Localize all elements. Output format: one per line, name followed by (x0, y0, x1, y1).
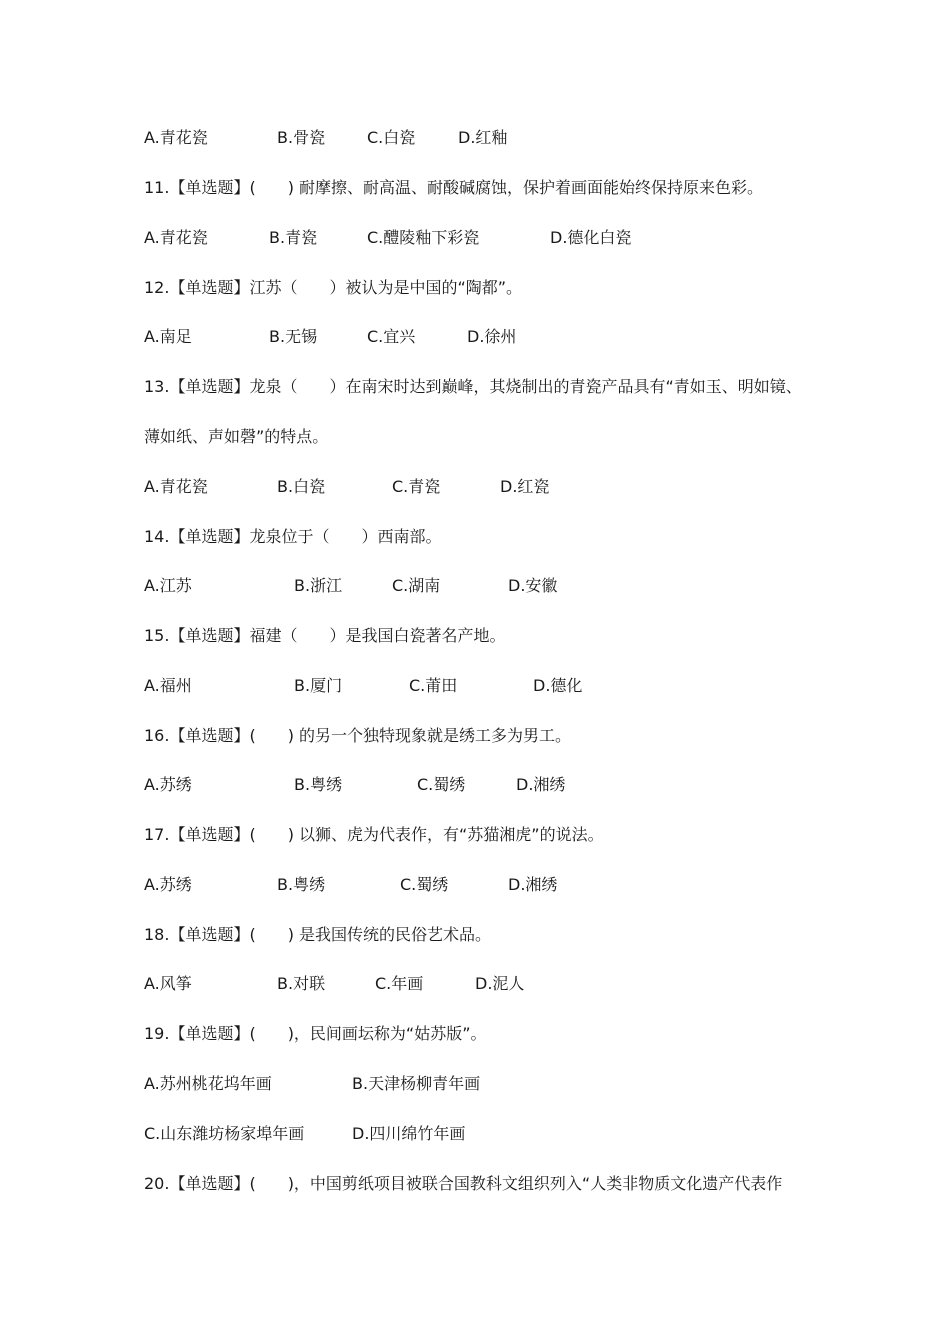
option-c: C.白瓷 (367, 128, 416, 147)
option-a: A.青花瓷 (144, 477, 208, 496)
option-d: D.德化白瓷 (550, 228, 632, 247)
option-d: D.安徽 (508, 576, 558, 595)
option-d: D.德化 (533, 676, 583, 695)
option-d: D.四川绵竹年画 (352, 1124, 466, 1143)
option-a: A.苏绣 (144, 875, 192, 894)
option-b: B.对联 (277, 974, 326, 993)
option-a: A.南足 (144, 327, 192, 346)
option-b: B.浙江 (294, 576, 343, 595)
question-text: 19.【单选题】( )，民间画坛称为“姑苏版”。 (144, 1024, 487, 1043)
option-b: B.天津杨柳青年画 (352, 1074, 481, 1093)
question-text: 15.【单选题】福建（ ）是我国白瓷著名产地。 (144, 626, 506, 645)
option-c: C.湖南 (392, 576, 441, 595)
option-c: C.青瓷 (392, 477, 441, 496)
option-a: A.青花瓷 (144, 128, 208, 147)
option-b: B.青瓷 (269, 228, 318, 247)
question-text: 18.【单选题】( ) 是我国传统的民俗艺术品。 (144, 925, 492, 944)
option-d: D.红釉 (458, 128, 508, 147)
question-text: 薄如纸、声如磬”的特点。 (144, 427, 329, 446)
option-a: A.风筝 (144, 974, 192, 993)
option-a: A.福州 (144, 676, 192, 695)
option-b: B.骨瓷 (277, 128, 326, 147)
option-b: B.粤绣 (277, 875, 326, 894)
question-text: 11.【单选题】( ) 耐摩擦、耐高温、耐酸碱腐蚀，保护着画面能始终保持原来色彩。 (144, 178, 764, 197)
option-a: A.青花瓷 (144, 228, 208, 247)
question-text: 14.【单选题】龙泉位于（ ）西南部。 (144, 527, 442, 546)
question-text: 12.【单选题】江苏（ ）被认为是中国的“陶都”。 (144, 278, 523, 297)
option-a: A.苏绣 (144, 775, 192, 794)
option-b: B.粤绣 (294, 775, 343, 794)
option-c: C.醴陵釉下彩瓷 (367, 228, 480, 247)
option-d: D.泥人 (475, 974, 525, 993)
option-b: B.厦门 (294, 676, 343, 695)
option-c: C.蜀绣 (417, 775, 466, 794)
question-text: 20.【单选题】( )，中国剪纸项目被联合国教科文组织列入“人类非物质文化遗产代表作 (144, 1174, 783, 1193)
option-c: C.年画 (375, 974, 424, 993)
option-d: D.湘绣 (508, 875, 558, 894)
option-d: D.红瓷 (500, 477, 550, 496)
question-text: 16.【单选题】( ) 的另一个独特现象就是绣工多为男工。 (144, 726, 572, 745)
option-a: A.苏州桃花坞年画 (144, 1074, 272, 1093)
option-c: C.山东潍坊杨家埠年画 (144, 1124, 305, 1143)
option-c: C.莆田 (409, 676, 458, 695)
option-d: D.湘绣 (516, 775, 566, 794)
option-a: A.江苏 (144, 576, 192, 595)
question-text: 13.【单选题】龙泉（ ）在南宋时达到巅峰，其烧制出的青瓷产品具有“青如玉、明如镜、 (144, 377, 802, 396)
option-b: B.白瓷 (277, 477, 326, 496)
option-b: B.无锡 (269, 327, 318, 346)
option-d: D.徐州 (467, 327, 517, 346)
option-c: C.宜兴 (367, 327, 416, 346)
question-text: 17.【单选题】( ) 以狮、虎为代表作，有“苏猫湘虎”的说法。 (144, 825, 604, 844)
option-c: C.蜀绣 (400, 875, 449, 894)
